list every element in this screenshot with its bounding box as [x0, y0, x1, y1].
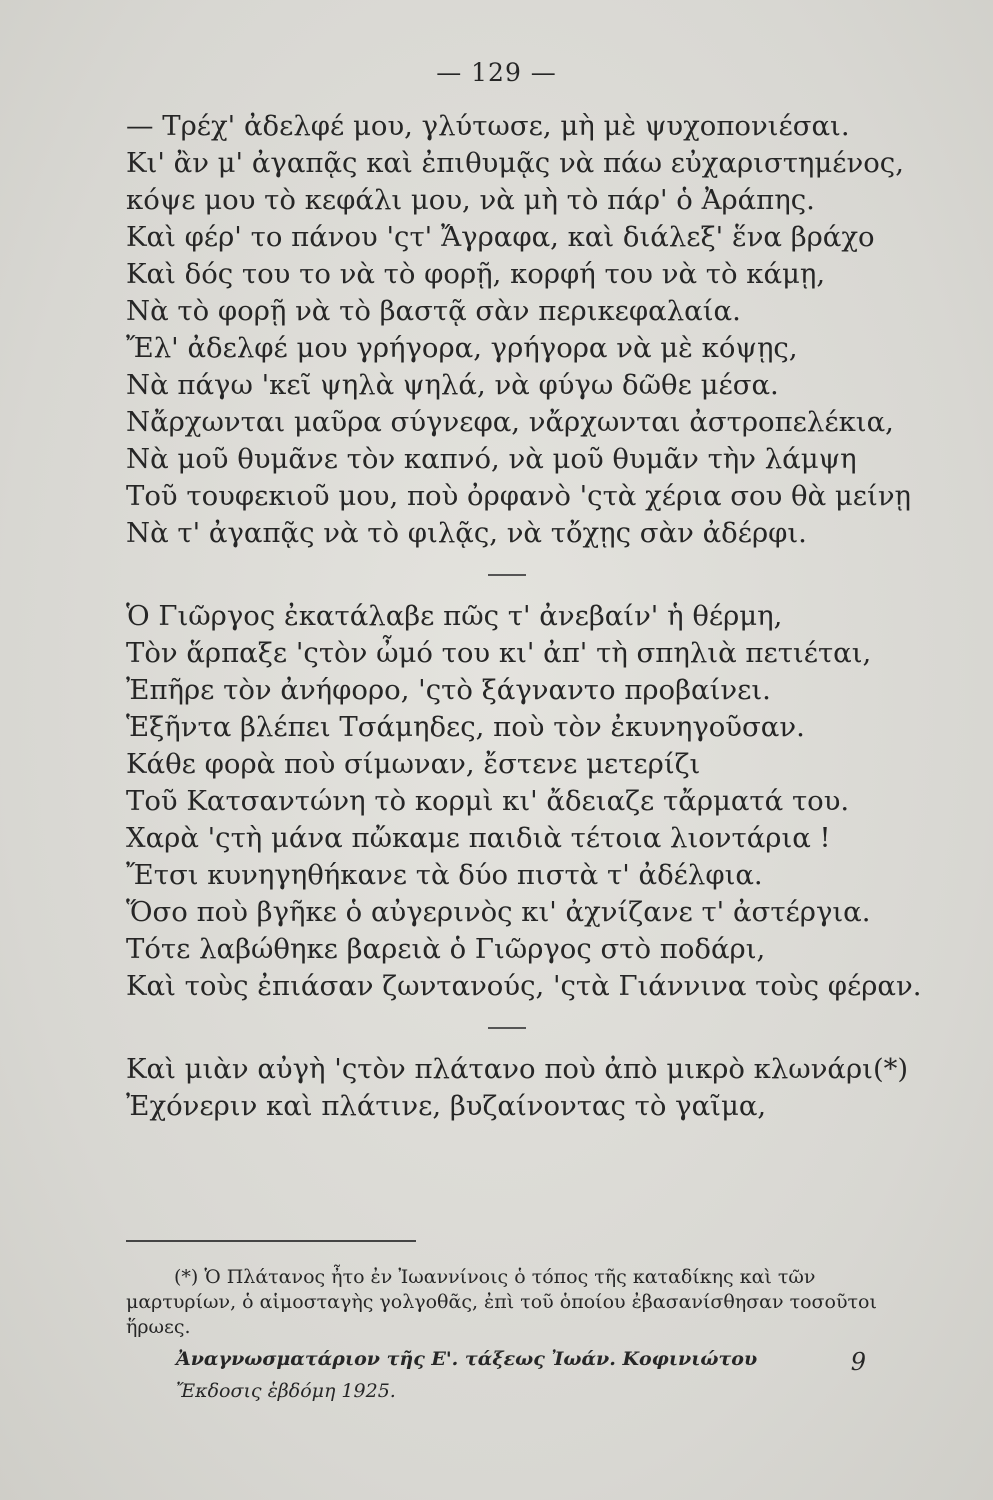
verse-line: Τοῦ τουφεκιοῦ μου, ποὺ ὀρφανὸ 'ςτὰ χέρια σου θὰ μείνῃ: [126, 480, 912, 512]
verse-line: Τὸν ἅρπαξε 'ςτὸν ὦμό του κι' ἀπ' τὴ σπηλιὰ πετιέται,: [126, 637, 872, 669]
verse-line: Καὶ τοὺς ἐπιάσαν ζωντανούς, 'ςτὰ Γιάννινα τοὺς φέραν.: [126, 970, 922, 1002]
verse-line: Χαρὰ 'ςτὴ μάνα πὤκαμε παιδιὰ τέτοια λιοντάρια !: [126, 822, 831, 854]
verse-line: Καὶ φέρ' το πάνου 'ςτ' Ἄγραφα, καὶ διάλεξ' ἕνα βράχο: [126, 221, 875, 253]
verse-line: Κάθε φορὰ ποὺ σίμωναν, ἔστενε μετερίζι: [126, 748, 701, 780]
edition-note: Ἔκδοσις ἑβδόμη 1925.: [176, 1380, 396, 1402]
verse-line: Ἔλ' ἀδελφέ μου γρήγορα, γρήγορα νὰ μὲ κόψῃς,: [126, 332, 798, 364]
verse-line: Κι' ἂν μ' ἀγαπᾷς καὶ ἐπιθυμᾷς νὰ πάω εὐχαριστημένος,: [126, 147, 904, 179]
verse-line: — Τρέχ' ἀδελφέ μου, γλύτωσε, μὴ μὲ ψυχοπονιέσαι.: [126, 110, 850, 142]
stanza-3: [126, 1051, 926, 1125]
page-number: — 129 —: [436, 58, 557, 87]
verse-line: Ἐχόνεριν καὶ πλάτινε, βυζαίνοντας τὸ γαῖμα,: [126, 1090, 767, 1122]
verse-line: Ὁ Γιῶργος ἐκατάλαβε πῶς τ' ἀνεβαίν' ἡ θέρμη,: [126, 600, 783, 632]
verse-line: Ἔτσι κυνηγηθήκανε τὰ δύο πιστὰ τ' ἀδέλφια.: [126, 859, 763, 891]
poem-body: [126, 108, 926, 1125]
verse-line: Ἑξῆντα βλέπει Τσάμηδες, ποὺ τὸν ἐκυνηγοῦσαν.: [126, 711, 805, 743]
section-divider: [488, 574, 526, 576]
stanza-2: [126, 598, 926, 1005]
footnote-rule: [126, 1240, 416, 1242]
verse-line: Νὰ τ' ἀγαπᾷς νὰ τὸ φιλᾷς, νὰ τὄχῃς σὰν ἀδέρφι.: [126, 517, 807, 549]
footnote: (*) Ὁ Πλάτανος ἦτο ἐν Ἰωαννίνοις ὁ τόπος τῆς καταδίκης καὶ τῶν μαρτυρίων, ὁ αἱμοσταγὴς γολγοθᾶς, ἐπὶ τοῦ ὁποίου ἐβασανίσθησαν τοσοῦτοι ἥρωες.: [126, 1266, 877, 1338]
verse-line: Ἐπῆρε τὸν ἀνήφορο, 'ςτὸ ξάγναντο προβαίνει.: [126, 674, 771, 706]
signature-sheet-number: 9: [850, 1348, 866, 1376]
verse-line: Καὶ μιὰν αὐγὴ 'ςτὸν πλάτανο ποὺ ἀπὸ μικρὸ κλωνάρι(*): [126, 1053, 909, 1085]
verse-line: Ὅσο ποὺ βγῆκε ὁ αὐγερινὸς κι' ἀχνίζανε τ' ἀστέργια.: [126, 896, 871, 928]
verse-line: κόψε μου τὸ κεφάλι μου, νὰ μὴ τὸ πάρ' ὁ Ἀράπης.: [126, 184, 815, 216]
section-divider: [488, 1027, 526, 1029]
printer-signature: [176, 1348, 866, 1376]
verse-line: Τότε λαβώθηκε βαρειὰ ὁ Γιῶργος στὸ ποδάρι,: [126, 933, 766, 965]
verse-line: Νὰ μοῦ θυμᾶνε τὸν καπνό, νὰ μοῦ θυμᾶν τὴν λάμψη: [126, 443, 857, 475]
verse-line: Καὶ δός του το νὰ τὸ φορῇ, κορφή του νὰ τὸ κάμῃ,: [126, 258, 826, 290]
verse-line: Νὰ τὸ φορῇ νὰ τὸ βαστᾷ σὰν περικεφαλαία.: [126, 295, 741, 327]
verse-line: Τοῦ Κατσαντώνη τὸ κορμὶ κι' ἄδειαζε τἄρματά του.: [126, 785, 850, 817]
verse-line: Νὰ πάγω 'κεῖ ψηλὰ ψηλά, νὰ φύγω δῶθε μέσα.: [126, 369, 779, 401]
signature-text: Ἀναγνωσματάριον τῆς Ε'. τάξεως Ἰωάν. Κοφινιώτου: [176, 1348, 758, 1370]
verse-line: Νἄρχωνται μαῦρα σύγνεφα, νἄρχωνται ἀστροπελέκια,: [126, 406, 894, 438]
stanza-1: [126, 108, 926, 552]
